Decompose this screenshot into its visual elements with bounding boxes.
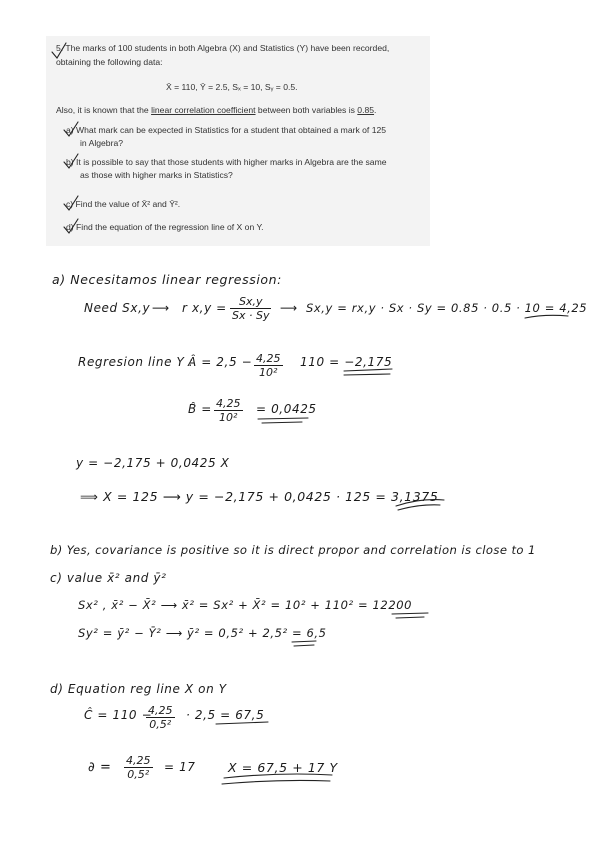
correlation-post: between both variables is	[255, 105, 358, 115]
a-hat-result: 110 = −2,175	[300, 355, 393, 369]
correlation-end: .	[374, 105, 377, 115]
sxy-calculation: Sx,y = rx,y · Sx · Sy = 0.85 · 0.5 · 10 = 4,25	[306, 301, 588, 315]
x-substitution: ⟹ X = 125 ⟶ y = −2,175 + 0,0425 · 125 = 3,1375	[80, 489, 439, 504]
answer-d-heading: d) Equation reg line X on Y	[50, 682, 227, 696]
underline	[258, 418, 308, 419]
d-hat-result: = 17	[164, 760, 196, 774]
c-hat-denominator: 0,5²	[149, 718, 172, 731]
underline	[222, 780, 330, 784]
c-line-2: Sy² = ȳ² − Ȳ² ⟶ ȳ² = 0,5² + 2,5² = 6,5	[78, 626, 327, 640]
c-line-1: Sx² , x̄² − X̄² ⟶ x̄² = Sx² + X̄² = 10² + 110² = 12200	[78, 598, 413, 612]
problem-data-line: X̄ = 110, Ȳ = 2.5, Sₓ = 10, Sᵧ = 0.5.	[166, 82, 298, 92]
underline	[262, 422, 302, 423]
underline	[344, 369, 392, 371]
a-hat-fraction	[254, 352, 283, 379]
c-hat-numerator: 4,25	[148, 704, 173, 717]
a-hat-numerator: 4,25	[256, 352, 281, 365]
y-regression-equation: y = −2,175 + 0,0425 X	[76, 456, 230, 470]
correlation-pre: Also, it is known that the	[56, 105, 152, 115]
b-hat-label: B̂ =	[188, 402, 212, 416]
b-hat-denominator: 10²	[219, 411, 238, 424]
underline	[392, 613, 428, 614]
underline	[294, 645, 314, 646]
d-hat-numerator: 4,25	[126, 754, 151, 767]
r-fraction-denominator: Sx · Sy	[232, 309, 270, 322]
question-c	[66, 198, 180, 211]
problem-statement	[46, 36, 430, 246]
b-hat-fraction	[214, 397, 243, 424]
underline	[398, 505, 440, 510]
question-c-end: .	[177, 199, 181, 209]
c-hat-result: · 2,5 = 67,5	[186, 708, 265, 722]
arrow-icon: ⟶	[152, 301, 170, 315]
d-hat-label: ∂ =	[88, 760, 112, 775]
arrow-icon: ⟶	[280, 301, 298, 315]
question-c-y: Ȳ²	[169, 199, 178, 209]
answer-b: b) Yes, covariance is positive so it is direct propor and correlation is close to 1	[50, 543, 536, 557]
problem-line-2: obtaining the following data:	[56, 57, 163, 67]
answer-c-heading: c) value x̄² and ȳ²	[50, 571, 167, 585]
correlation-term: linear correlation coefficient	[151, 105, 256, 115]
b-hat-result: = 0,0425	[256, 402, 317, 416]
correlation-value: 0.85	[357, 105, 375, 115]
question-b-line-2: as those with higher marks in Statistics?	[80, 170, 233, 180]
underline	[216, 722, 268, 724]
question-a-line-2: in Algebra?	[80, 138, 124, 148]
problem-correlation-line	[56, 104, 376, 117]
d-hat-fraction	[124, 754, 153, 781]
question-d: d) Find the equation of the regression line of X on Y.	[66, 222, 264, 232]
question-c-and: and	[152, 199, 167, 209]
underline	[344, 374, 390, 375]
question-b-line-1: b) It is possible to say that those students with higher marks in Algebra are the same	[66, 157, 387, 167]
r-fraction-numerator: Sx,y	[230, 295, 271, 309]
underline	[396, 617, 424, 618]
r-definition: r x,y =	[182, 301, 227, 315]
c-hat-fraction	[146, 704, 175, 731]
need-sxy-label: Need Sx,y	[84, 301, 151, 315]
underline	[292, 641, 316, 642]
final-regression-equation: X = 67,5 + 17 Y	[228, 760, 338, 775]
question-a-line-1: a) What mark can be expected in Statistics for a student that obtained a mark of 125	[66, 125, 387, 135]
question-c-x: X̄²	[141, 199, 151, 209]
answer-a-heading: a) Necesitamos linear regression:	[52, 272, 282, 287]
c-hat-expression: Ĉ = 110 −	[84, 708, 153, 722]
problem-line-1: 5. The marks of 100 students in both Algebra (X) and Statistics (Y) have been recorded,	[56, 43, 390, 53]
underline	[525, 315, 568, 318]
b-hat-numerator: 4,25	[216, 397, 241, 410]
a-hat-denominator: 10²	[259, 366, 278, 379]
d-hat-denominator: 0,5²	[127, 768, 150, 781]
question-c-pre: c) Find the value of	[66, 199, 140, 209]
r-fraction	[230, 295, 271, 322]
regression-line-label: Regresion line Y :	[78, 355, 194, 369]
a-hat-expression: Â = 2,5 −	[188, 355, 253, 369]
